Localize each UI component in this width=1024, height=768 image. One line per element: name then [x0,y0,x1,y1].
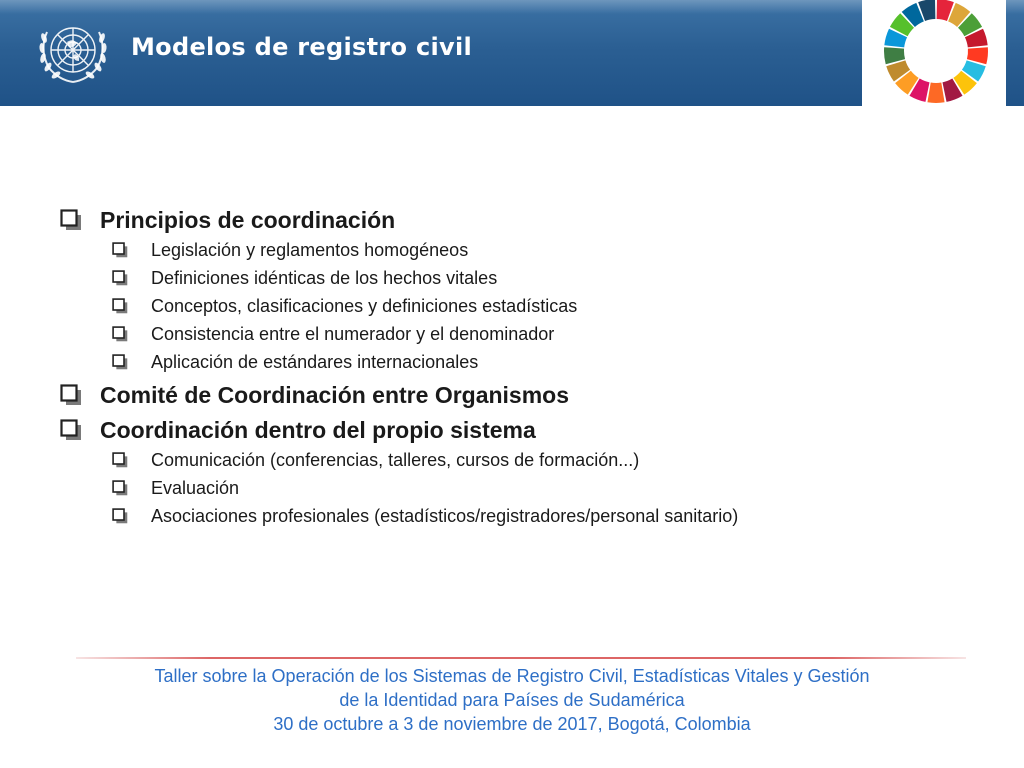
sub-list-item-text: Comunicación (conferencias, talleres, cursos de formación...) [151,449,640,470]
sdg-segment [927,83,944,103]
footer-divider [76,657,966,659]
sub-list-item [112,502,980,530]
sub-list-item [112,264,980,292]
checkbox-bullet-icon [60,209,82,231]
sub-list-item-text: Definiciones idénticas de los hechos vitales [151,267,498,288]
sdg-logo-box [862,0,1006,106]
checkbox-bullet-icon [112,242,128,258]
sub-list-item-text: Aplicación de estándares internacionales [151,351,479,372]
checkbox-bullet-icon [60,384,82,406]
sub-list-item [112,348,980,376]
bullet-list [60,204,980,530]
footer [0,664,1024,736]
sub-list-item-text: Asociaciones profesionales (estadísticos/registradores/personal sanitario) [151,505,739,526]
page-title: Modelos de registro civil [131,33,473,61]
header-bar [0,0,1024,106]
list-item-text: Principios de coordinación [100,206,396,233]
checkbox-bullet-icon [112,326,128,342]
checkbox-bullet-icon [112,508,128,524]
sub-list-item-text: Conceptos, clasificaciones y definiciones estadísticas [151,295,578,316]
list-item [60,204,980,236]
list-item-text: Coordinación dentro del propio sistema [100,416,536,443]
sub-list-item [112,446,980,474]
sub-list-item-text: Consistencia entre el numerador y el denominador [151,323,555,344]
list-item-text: Comité de Coordinación entre Organismos [100,381,570,408]
checkbox-bullet-icon [112,270,128,286]
checkbox-bullet-icon [112,480,128,496]
sub-list-item-text: Legislación y reglamentos homogéneos [151,239,469,260]
checkbox-bullet-icon [112,452,128,468]
footer-line-1: Taller sobre la Operación de los Sistemas de Registro Civil, Estadísticas Vitales y Gestión [154,666,870,686]
checkbox-bullet-icon [112,298,128,314]
footer-line-2: de la Identidad para Países de Sudamérica [339,690,685,710]
checkbox-bullet-icon [60,419,82,441]
sub-list-item [112,236,980,264]
un-emblem-icon [31,14,115,90]
checkbox-bullet-icon [112,354,128,370]
sub-list-item [112,292,980,320]
footer-line-3: 30 de octubre a 3 de noviembre de 2017, Bogotá, Colombia [273,714,751,734]
list-item [60,414,980,446]
sub-list-item [112,474,980,502]
sub-list-item [112,320,980,348]
sub-list-item-text: Evaluación [151,477,240,498]
sdg-wheel-icon [876,0,996,106]
list-item [60,379,980,411]
